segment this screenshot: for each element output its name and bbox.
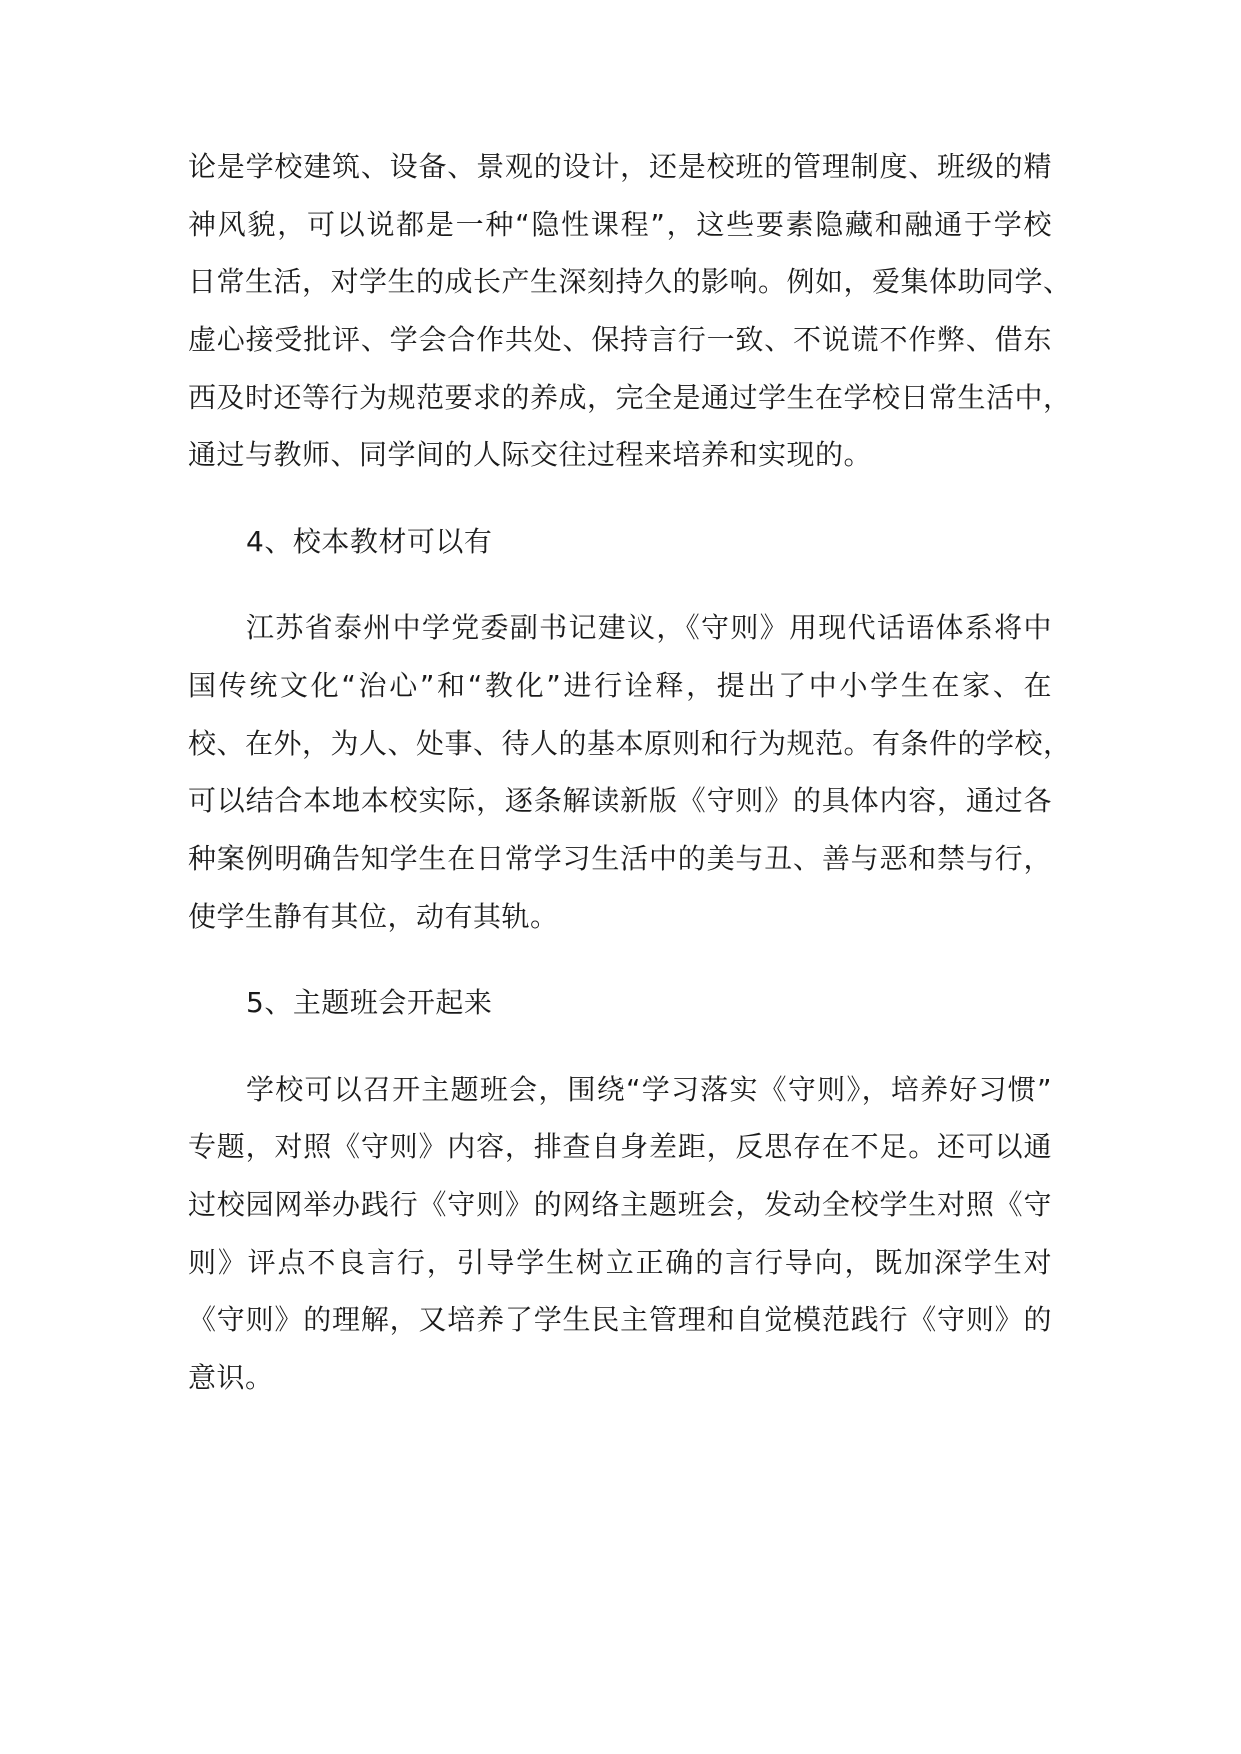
paragraph-3-line-5: 《守则》的理解，又培养了学生民主管理和自觉模范践行《守则》的: [188, 1303, 1052, 1336]
paragraph-2-line-2: 国传统文化“治心”和“教化”进行诠释，提出了中小学生在家、在: [188, 669, 1052, 702]
paragraph-1-line-1: 论是学校建筑、设备、景观的设计，还是校班的管理制度、班级的精: [188, 150, 1052, 183]
paragraph-1-line-4: 虚心接受批评、学会合作共处、保持言行一致、不说谎不作弊、借东: [188, 323, 1052, 356]
paragraph-2-line-5: 种案例明确告知学生在日常学习生活中的美与丑、善与恶和禁与行，: [188, 842, 1052, 875]
paragraph-3-line-3: 过校园网举办践行《守则》的网络主题班会，发动全校学生对照《守: [188, 1188, 1052, 1221]
paragraph-3-line-2: 专题，对照《守则》内容，排查自身差距，反思存在不足。还可以通: [188, 1130, 1052, 1163]
paragraph-1-line-3: 日常生活，对学生的成长产生深刻持久的影响。例如，爱集体助同学、: [188, 265, 1072, 298]
paragraph-2-line-1: 江苏省泰州中学党委副书记建议，《守则》用现代话语体系将中: [246, 611, 1052, 644]
paragraph-3-line-6: 意识。: [188, 1361, 274, 1394]
paragraph-2-line-4: 可以结合本地本校实际，逐条解读新版《守则》的具体内容，通过各: [188, 784, 1052, 817]
paragraph-3-line-1: 学校可以召开主题班会，围绕“学习落实《守则》，培养好习惯”: [246, 1073, 1052, 1106]
section-heading-4: 4、校本教材可以有: [246, 525, 493, 558]
paragraph-1-line-5: 西及时还等行为规范要求的养成，完全是通过学生在学校日常生活中，: [188, 381, 1072, 414]
paragraph-3-line-4: 则》评点不良言行，引导学生树立正确的言行导向，既加深学生对: [188, 1246, 1052, 1279]
paragraph-2-line-6: 使学生静有其位，动有其轨。: [188, 900, 559, 933]
paragraph-1-line-2: 神风貌，可以说都是一种“隐性课程”，这些要素隐藏和融通于学校: [188, 208, 1052, 241]
section-heading-5: 5、主题班会开起来: [246, 986, 493, 1019]
paragraph-1-line-6: 通过与教师、同学间的人际交往过程来培养和实现的。: [188, 438, 873, 471]
paragraph-2-line-3: 校、在外，为人、处事、待人的基本原则和行为规范。有条件的学校，: [188, 727, 1072, 760]
